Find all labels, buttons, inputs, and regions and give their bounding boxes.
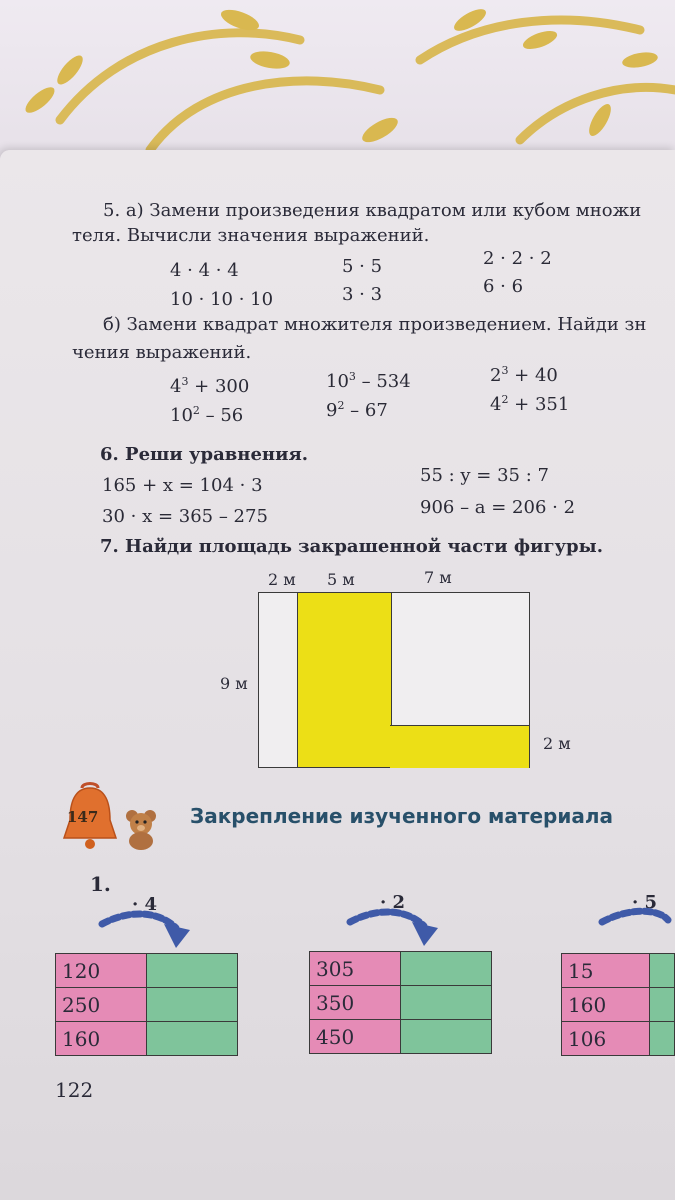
expression: 3 · 3 [342, 284, 383, 305]
task5-a-line1: 5. а) Замени произведения квадратом или кубом множи [103, 200, 642, 221]
area-figure [258, 592, 530, 768]
task7-title: 7. Найди площадь закрашенной части фигуры. [100, 536, 603, 557]
answer-cell [147, 954, 238, 988]
expression: 10 · 10 · 10 [170, 289, 274, 310]
power-expression: $9^2 - 67$ [326, 399, 388, 421]
expression: 5 · 5 [342, 256, 383, 277]
dimension-label-right-2m: 2 м [543, 734, 571, 753]
dimension-label-top-5m: 5 м [327, 570, 355, 589]
task5-b-line2: чения выражений. [72, 342, 252, 363]
expression: 4 · 4 · 4 [170, 260, 239, 281]
answer-cell [649, 954, 674, 988]
answer-cell [401, 1020, 492, 1054]
power-expression: $4^3 + 300$ [170, 375, 250, 397]
expression: 2 · 2 · 2 [483, 248, 552, 269]
operation-label: · 4 [132, 894, 158, 915]
answer-cell [401, 952, 492, 986]
power-expression: $2^3 + 40$ [490, 364, 558, 386]
power-expression: $10^3 - 534$ [326, 370, 411, 392]
multiplication-table-1 [55, 953, 238, 1056]
lesson-number-badge: 147 [67, 808, 99, 826]
equation: 165 + x = 104 · 3 [102, 475, 263, 496]
task5-b-line1: б) Замени квадрат множителя произведением. Найди зн [103, 314, 647, 335]
shaded-vertical-part [297, 593, 392, 767]
curved-arrow-icon [98, 908, 194, 950]
input-cell: 15 [562, 954, 650, 988]
expression: 6 · 6 [483, 276, 524, 297]
task6-title: 6. Реши уравнения. [100, 444, 309, 465]
input-cell: 106 [562, 1022, 650, 1056]
input-cell: 450 [310, 1020, 401, 1054]
dimension-label-top-7m: 7 м [424, 568, 452, 587]
input-cell: 250 [56, 988, 147, 1022]
input-cell: 350 [310, 986, 401, 1020]
multiplication-table-3 [561, 953, 675, 1056]
equation: 55 : y = 35 : 7 [420, 465, 549, 486]
answer-cell [649, 1022, 674, 1056]
answer-cell [147, 988, 238, 1022]
curved-arrow-icon [598, 906, 675, 948]
power-expression: $4^2 + 351$ [490, 393, 570, 415]
input-cell: 160 [562, 988, 650, 1022]
power-expression: $10^2 - 56$ [170, 404, 244, 426]
task-number: 1. [90, 872, 111, 896]
page-number: 122 [55, 1078, 94, 1102]
answer-cell [401, 986, 492, 1020]
task5-a-line2: теля. Вычисли значения выражений. [72, 225, 430, 246]
ornament-pattern [0, 0, 675, 175]
dimension-label-top-2m: 2 м [268, 570, 296, 589]
input-cell: 120 [56, 954, 147, 988]
equation: 30 · x = 365 – 275 [102, 506, 268, 527]
section-title: Закрепление изученного материала [190, 804, 614, 828]
equation: 906 – a = 206 · 2 [420, 497, 576, 518]
operation-label: · 2 [380, 892, 406, 913]
answer-cell [649, 988, 674, 1022]
multiplication-table-2 [309, 951, 492, 1054]
answer-cell [147, 1022, 238, 1056]
input-cell: 305 [310, 952, 401, 986]
curved-arrow-icon [346, 906, 442, 948]
operation-label: · 5 [632, 892, 658, 913]
tablecloth-background [0, 0, 675, 175]
teddy-bear-icon [122, 808, 160, 850]
shaded-horizontal-part [390, 725, 529, 768]
input-cell: 160 [56, 1022, 147, 1056]
dimension-label-left-9m: 9 м [220, 674, 248, 693]
